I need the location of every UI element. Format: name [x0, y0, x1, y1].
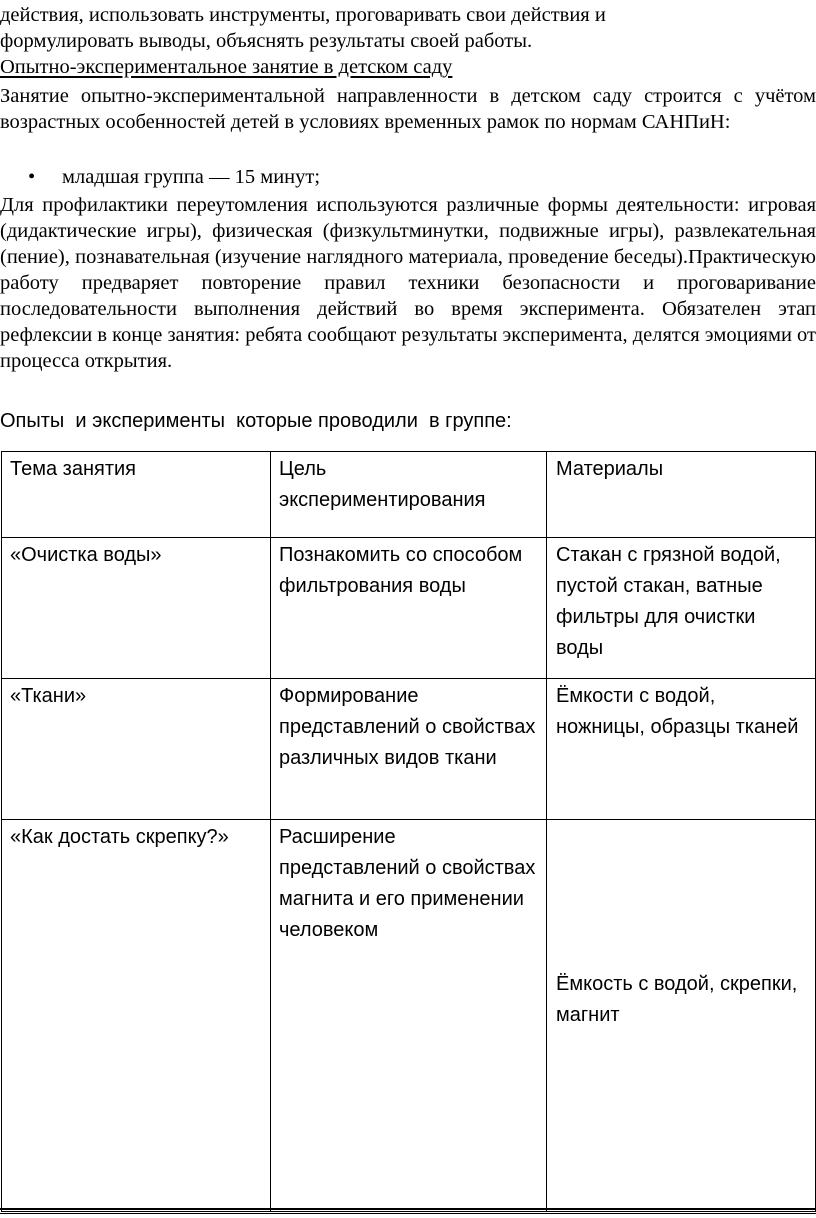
bullet-icon: •: [28, 166, 36, 188]
table-row: [2, 820, 816, 1212]
table-header-row: [2, 452, 816, 538]
cell-materials: [547, 820, 816, 1212]
cell-goal: Формирование представлений о свойствах различных видов ткани: [271, 679, 547, 820]
cell-goal: Познакомить со способом фильтрования воды: [271, 538, 547, 679]
table-title: Опыты и эксперименты которые проводили в группе:: [0, 410, 512, 432]
cell-materials: Стакан с грязной водой, пустой стакан, ватные фильтры для очистки воды: [547, 538, 816, 679]
paragraph-requirements: Занятие опытно-экспериментальной направленности в детском саду строится с учётом возрастных особенностей детей в условиях временных рамок по нормам САНПиН:: [0, 85, 816, 133]
page-bottom-rule-thin: [0, 1213, 816, 1214]
section-heading: Опытно-экспериментальное занятие в детском саду: [0, 56, 453, 78]
experiments-table: [1, 451, 816, 1212]
page-bottom-rule: [0, 1208, 816, 1210]
cell-topic: «Ткани»: [2, 679, 271, 820]
intro-line-1: действия, использовать инструменты, проговаривать свои действия и: [0, 4, 606, 26]
bullet-text: младшая группа — 15 минут;: [62, 166, 321, 188]
table-row: [2, 538, 816, 679]
table-row: [2, 679, 816, 820]
cell-materials: Ёмкости с водой, ножницы, образцы тканей: [547, 679, 816, 820]
intro-line-2: формулировать выводы, объяснять результаты своей работы.: [0, 30, 533, 52]
cell-goal: Расширение представлений о свойствах магнита и его применении человеком: [271, 820, 547, 1212]
cell-topic: «Очистка воды»: [2, 538, 271, 679]
header-topic: Тема занятия: [2, 452, 271, 538]
header-goal: Цель экспериментирования: [271, 452, 547, 538]
header-materials: Материалы: [547, 452, 816, 538]
paragraph-activities: Для профилактики переутомления используются различные формы деятельности: игровая (дидактические игры), физическая (физкультминутки, подвижные игры), развлекательная (пение), познавательная (изучение наглядного материала, проведение беседы).Практическую работу предваряет повторение правил техники безопасности и проговаривание последовательности выполнения действий во время эксперимента. Обязателен этап рефлексии в конце занятия: ребята сообщают результаты эксперимента, делятся эмоциями от процесса открытия.: [0, 194, 816, 372]
cell-topic: «Как достать скрепку?»: [2, 820, 271, 1212]
cell-materials-text: Ёмкость с водой, скрепки, магнит: [556, 973, 798, 1026]
